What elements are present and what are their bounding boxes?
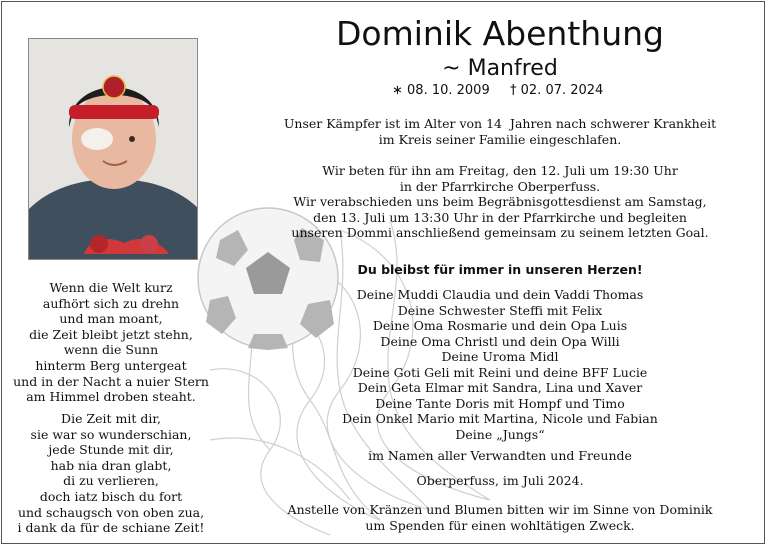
intro-text: Unser Kämpfer ist im Alter von 14 Jahren nach schwerer Krankheit im Kreis seiner Familie eingeschlafen. [283,116,717,147]
nickname: ~ Manfred [442,56,558,81]
donation-text: Anstelle von Kränzen und Blumen bitten wir im Sinne von Dominik um Spenden für einen wohltätigen Zweck. [287,502,713,533]
family-list: Deine Muddi Claudia und dein Vaddi Thomas Deine Schwester Steffi mit Felix Deine Oma Rosmarie und dein Opa Luis Deine Oma Christl und dein Opa Willi Deine Uroma Midl Deine Goti Geli mit Reini und deine BFF Lucie Dein Geta Elmar mit Sandra, Lina und Xaver Deine Tante Doris mit Hompf und Timo Dein Onkel Mario mit Martina, Nicole und Fabian Deine „Jungs“ [342,287,658,442]
portrait-photo [28,38,198,260]
death-date: † 02. 07. 2024 [510,83,604,98]
portrait-image [29,39,198,260]
poem-verse-2: Die Zeit mit dir, sie war so wunderschian, jede Stunde mit dir, hab nia dran glabt, di zu verlieren, doch iatz bisch du fort und schaugsch von oben zua, i dank da für de schiane Zeit! [17,411,205,536]
birth-date: ∗ 08. 10. 2009 [392,83,490,98]
deceased-name: Dominik Abenthung [336,14,664,53]
place-date-text: Oberperfuss, im Juli 2024. [416,473,584,488]
poem-verse-1: Wenn die Welt kurz aufhört sich zu drehn und man moant, die Zeit bleibt jetzt stehn, wenn die Sunn hinterm Berg untergeat und in der Nacht a nuier Stern am Himmel droben steaht. [13,280,209,405]
motto-text: Du bleibst für immer in unseren Herzen! [357,262,643,277]
services-text: Wir beten für ihn am Freitag, den 12. Juli um 19:30 Uhr in der Pfarrkirche Oberperfuss. Wir verabschieden uns beim Begräbnisgottesdienst am Samstag, den 13. Juli um 13:30 Uhr in der Pfarrkirche und begleiten unseren Dommi anschließend gemeinsam zu seinem letzten Goal. [291,163,709,240]
relatives-text: im Namen aller Verwandten und Freunde [368,448,632,463]
